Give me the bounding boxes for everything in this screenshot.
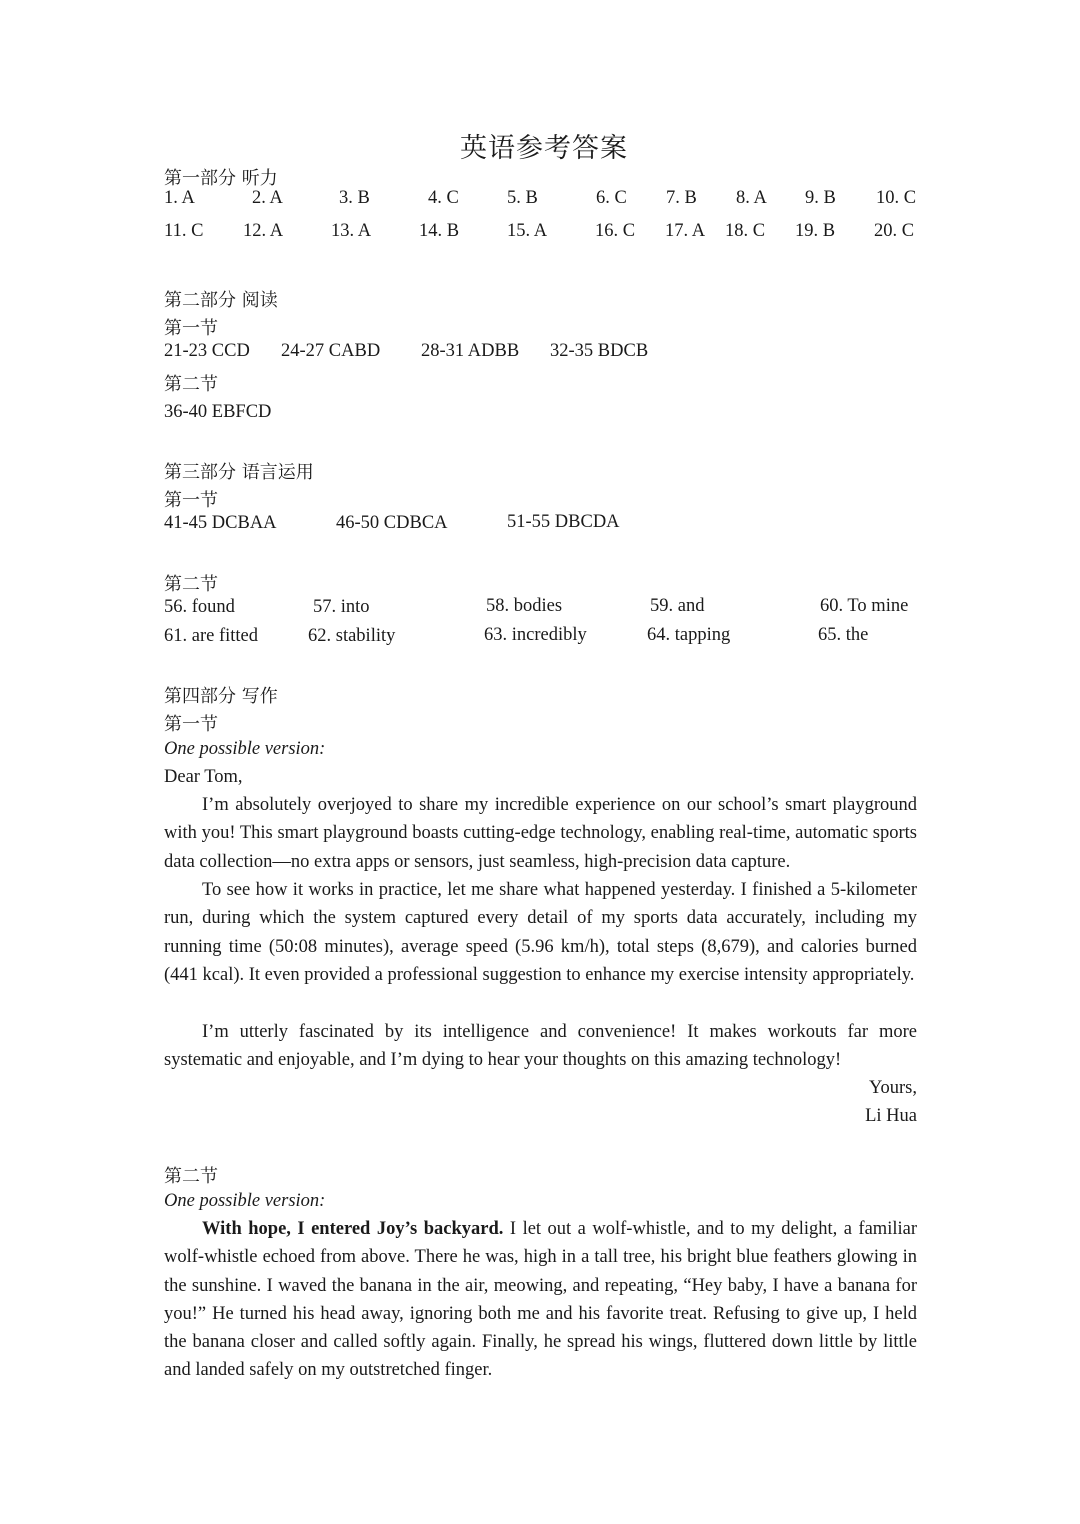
answer-item: 16. C xyxy=(595,221,636,241)
answer-item: 2. A xyxy=(252,188,283,208)
answer-item: 20. C xyxy=(874,221,915,241)
answer-item: 59. and xyxy=(650,596,705,616)
answer-item: 36-40 EBFCD xyxy=(164,402,272,422)
part2-section2-label: 第二节 xyxy=(164,374,218,395)
answer-item: 21-23 CCD xyxy=(164,341,250,361)
part2-section1-label: 第一节 xyxy=(164,318,218,339)
answer-item: 46-50 CDBCA xyxy=(336,513,448,533)
part3-heading: 第三部分 语言运用 xyxy=(164,462,314,483)
answer-item: 56. found xyxy=(164,597,235,617)
answer-item: 5. B xyxy=(507,188,538,208)
answer-item: 15. A xyxy=(507,221,548,241)
story-body: I let out a wolf-whistle, and to my delight, a familiar wolf-whistle echoed from above. There he was, high in a tall tree, his bright blue feathers glowing in the sunshine. I waved the banana in the air, meowing, and repeating, “Hey baby, I have a banana for you!” He turned his head away, ignoring both me and his favorite treat. Refusing to give up, I held the banana closer and called softly again. Finally, he spread his wings, fluttered down little by little and landed safely on my outstretched finger. xyxy=(164,1219,917,1381)
answer-item: 12. A xyxy=(243,221,284,241)
answer-item: 61. are fitted xyxy=(164,626,258,646)
answer-item: 24-27 CABD xyxy=(281,341,381,361)
answer-item: 11. C xyxy=(164,221,204,241)
answer-item: 51-55 DBCDA xyxy=(507,512,620,532)
part1-heading: 第一部分 听力 xyxy=(164,168,278,189)
part4-section2-label: 第二节 xyxy=(164,1166,218,1187)
answer-item: 6. C xyxy=(596,188,627,208)
part4-section1-label: 第一节 xyxy=(164,714,218,735)
part2-heading: 第二部分 阅读 xyxy=(164,290,278,311)
letter-closing: Yours, xyxy=(869,1078,917,1098)
letter-greeting: Dear Tom, xyxy=(164,767,243,787)
answer-item: 65. the xyxy=(818,625,869,645)
story-lead-sentence: With hope, I entered Joy’s backyard. xyxy=(202,1219,504,1239)
answer-item: 8. A xyxy=(736,188,767,208)
answer-item: 64. tapping xyxy=(647,625,731,645)
letter-paragraph-1: I’m absolutely overjoyed to share my incredible experience on our school’s smart playground with you! This smart playground boasts cutting-edge technology, enabling real-time, automatic sports data collection—no extra apps or sensors, just seamless, high-precision data capture. xyxy=(164,795,917,872)
answer-item: 62. stability xyxy=(308,626,396,646)
answer-item: 13. A xyxy=(331,221,372,241)
answer-item: 1. A xyxy=(164,188,195,208)
answer-item: 41-45 DCBAA xyxy=(164,513,277,533)
answer-item: 14. B xyxy=(419,221,460,241)
answer-item: 17. A xyxy=(665,221,706,241)
answer-item: 9. B xyxy=(805,188,836,208)
letter-paragraph-3: I’m utterly fascinated by its intelligence and convenience! It makes workouts far more systematic and enjoyable, and I’m dying to hear your thoughts on this amazing technology! xyxy=(164,1022,917,1071)
answer-item: 28-31 ADBB xyxy=(421,341,520,361)
answer-item: 4. C xyxy=(428,188,459,208)
part3-section1-label: 第一节 xyxy=(164,490,218,511)
answer-item: 18. C xyxy=(725,221,766,241)
section2-version-label: One possible version: xyxy=(164,1191,326,1211)
page-title: 英语参考答案 xyxy=(460,133,628,163)
section1-version-label: One possible version: xyxy=(164,739,326,759)
answer-item: 60. To mine xyxy=(820,596,909,616)
part3-section2-label: 第二节 xyxy=(164,574,218,595)
answer-item: 3. B xyxy=(339,188,370,208)
letter-signature: Li Hua xyxy=(865,1106,917,1126)
answer-item: 63. incredibly xyxy=(484,625,587,645)
answer-item: 58. bodies xyxy=(486,596,563,616)
answer-item: 57. into xyxy=(313,597,370,617)
answer-item: 32-35 BDCB xyxy=(550,341,649,361)
answer-item: 10. C xyxy=(876,188,917,208)
letter-paragraph-2: To see how it works in practice, let me share what happened yesterday. I finished a 5-kilometer run, during which the system captured every detail of my sports data accurately, including my running time (50:08 minutes), average speed (5.96 km/h), total steps (8,679), and calories burned (441 kcal). It even provided a professional suggestion to enhance my exercise intensity appropriately. xyxy=(164,880,917,985)
part4-heading: 第四部分 写作 xyxy=(164,686,278,707)
answer-item: 19. B xyxy=(795,221,836,241)
answer-item: 7. B xyxy=(666,188,697,208)
story-paragraph xyxy=(164,1215,917,1385)
